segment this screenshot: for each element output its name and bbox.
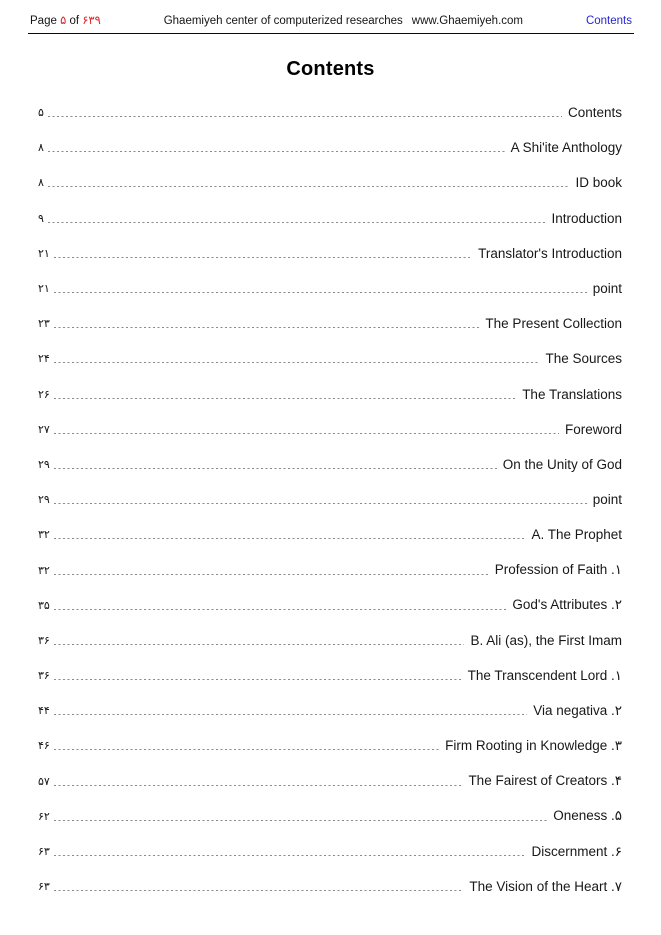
dot-leader [54, 609, 507, 610]
dot-leader [48, 116, 562, 117]
toc-row[interactable] [38, 130, 622, 165]
toc-entry-title: ID book [575, 175, 622, 191]
dot-leader [54, 679, 462, 680]
dot-leader [54, 749, 439, 750]
toc-entry-title: God's Attributes .۲ [512, 597, 622, 613]
toc-entry-title: Foreword [564, 421, 622, 437]
toc-row[interactable] [38, 517, 622, 552]
dot-leader [54, 257, 472, 258]
toc-entry-title: Translator's Introduction [478, 245, 622, 261]
page-indicator-of: of [69, 15, 80, 27]
toc-row[interactable] [38, 236, 622, 271]
toc-page-number: ۲۶ [38, 388, 50, 401]
toc-entry-title: point [592, 281, 622, 297]
dot-leader [48, 151, 505, 152]
toc-row[interactable] [38, 799, 622, 834]
dot-leader [54, 855, 526, 856]
toc-page-number: ۵۷ [38, 775, 50, 788]
page-indicator-prefix: Page [30, 15, 57, 27]
dot-leader [54, 714, 527, 715]
toc-entry-title: point [592, 492, 622, 508]
toc-entry-title: On the Unity of God [502, 456, 622, 472]
dot-leader [54, 785, 463, 786]
toc-page-number: ۳۶ [38, 670, 50, 683]
toc-page-number: ۲۹ [38, 494, 50, 507]
toc-page-number: ۵ [38, 107, 44, 120]
toc-page-number: ۶۳ [38, 881, 50, 894]
toc-row[interactable] [38, 165, 622, 200]
toc-page-number: ۴۴ [38, 705, 50, 718]
contents-link[interactable]: Contents [585, 15, 632, 27]
toc-page-number: ۸ [38, 142, 44, 155]
toc-entry-title: Via negativa .۲ [533, 702, 622, 718]
toc-page-number: ۳۲ [38, 564, 50, 577]
toc-page-number: ۲۳ [38, 318, 50, 331]
toc-row[interactable] [38, 341, 622, 376]
toc-entry-title: Introduction [551, 210, 622, 226]
toc-page-number: ۶۲ [38, 810, 50, 823]
dot-leader [54, 503, 587, 504]
header-center [164, 14, 523, 28]
toc-row[interactable] [38, 552, 622, 587]
toc-row[interactable] [38, 271, 622, 306]
toc-page-number: ۲۱ [38, 247, 50, 260]
page-indicator [30, 14, 101, 28]
website-url: www.Ghaemiyeh.com [411, 15, 524, 27]
toc-entry-title: The Vision of the Heart .۷ [469, 878, 622, 894]
dot-leader [48, 222, 546, 223]
toc-page-number: ۲۱ [38, 283, 50, 296]
toc-entry-title: B. Ali (as), the First Imam [470, 632, 622, 648]
dot-leader [54, 327, 480, 328]
toc-row[interactable] [38, 306, 622, 341]
toc-row[interactable] [38, 447, 622, 482]
toc-row[interactable] [38, 693, 622, 728]
toc-row[interactable] [38, 201, 622, 236]
toc-page-number: ۸ [38, 177, 44, 190]
toc-row[interactable] [38, 623, 622, 658]
header-divider [28, 33, 634, 34]
toc-entry-title: Contents [567, 105, 622, 121]
dot-leader [54, 468, 497, 469]
toc-row[interactable] [38, 728, 622, 763]
toc-row[interactable] [38, 764, 622, 799]
toc-entry-title: Oneness .۵ [553, 808, 622, 824]
toc-entry-title: The Sources [545, 351, 622, 367]
toc-row[interactable] [38, 588, 622, 623]
page-header [30, 14, 632, 28]
dot-leader [54, 433, 559, 434]
dot-leader [48, 186, 570, 187]
toc-entry-title: The Present Collection [485, 316, 622, 332]
total-page-number: ۶۳۹ [82, 15, 101, 27]
toc-row[interactable] [38, 412, 622, 447]
toc-entry-title: A. The Prophet [531, 527, 622, 543]
page-title: Contents [286, 58, 375, 80]
dot-leader [54, 644, 465, 645]
toc-row[interactable] [38, 482, 622, 517]
dot-leader [54, 398, 516, 399]
toc-page-number: ۲۴ [38, 353, 50, 366]
toc-page-number: ۳۶ [38, 634, 50, 647]
dot-leader [54, 820, 547, 821]
toc-page-number: ۶۳ [38, 846, 50, 859]
toc-entry-title: The Fairest of Creators .۴ [468, 773, 622, 789]
toc-page-number: ۳۵ [38, 599, 50, 612]
dot-leader [54, 292, 587, 293]
toc-row[interactable] [38, 658, 622, 693]
toc-entry-title: Firm Rooting in Knowledge .۳ [445, 737, 622, 753]
table-of-contents [38, 95, 622, 904]
toc-entry-title: The Transcendent Lord .۱ [467, 667, 622, 683]
dot-leader [54, 538, 526, 539]
dot-leader [54, 574, 489, 575]
toc-row[interactable] [38, 95, 622, 130]
toc-entry-title: Profession of Faith .۱ [494, 562, 622, 578]
toc-entry-title: The Translations [522, 386, 622, 402]
toc-page-number: ۴۶ [38, 740, 50, 753]
toc-row[interactable] [38, 869, 622, 904]
toc-page-number: ۲۷ [38, 423, 50, 436]
current-page-number: ۵ [60, 15, 67, 27]
toc-row[interactable] [38, 377, 622, 412]
dot-leader [54, 362, 540, 363]
dot-leader [54, 890, 464, 891]
toc-page-number: ۹ [38, 212, 44, 225]
toc-entry-title: Discernment .۶ [531, 843, 622, 859]
toc-page-number: ۲۹ [38, 458, 50, 471]
organization-title: Ghaemiyeh center of computerized researches [163, 15, 403, 27]
toc-row[interactable] [38, 834, 622, 869]
toc-page-number: ۳۲ [38, 529, 50, 542]
toc-entry-title: A Shi'ite Anthology [510, 140, 622, 156]
